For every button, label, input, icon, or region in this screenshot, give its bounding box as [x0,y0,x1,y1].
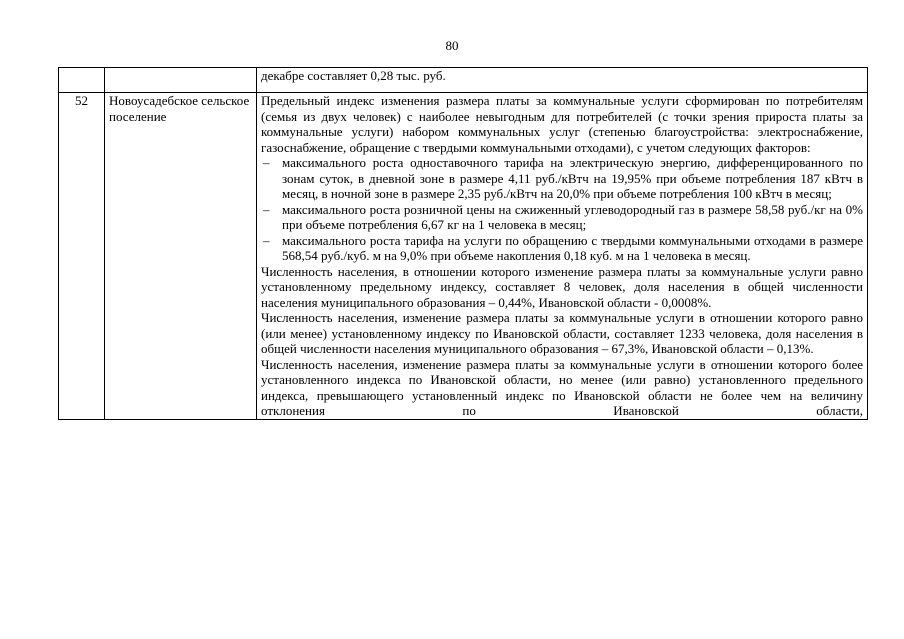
factor-item [261,155,863,202]
continuation-text: декабре составляет 0,28 тыс. руб. [257,68,868,93]
factor-list [261,155,863,264]
population-paragraph: Численность населения, изменение размера платы за коммунальные услуги в отношении которого более установленного индекса по Ивановской области, но менее (или равно) установленного предельного индекса, превышающего установленный индекс по Ивановской области не более чем на величину отклонения по Ивановской области, [261,356,863,418]
municipality-name: Новоусадебское сельское поселение [105,93,257,420]
population-paragraph: Численность населения, изменение размера платы за коммунальные услуги в отношении которого равно (или менее) установленному индексу по Ивановской области, составляет 1233 человека, доля населения в общей численности населения муниципального образования – 67,3%, Ивановской области – 0,13%. [261,310,863,356]
table-row [59,93,868,420]
page-number: 80 [445,38,459,53]
tariff-index-table [58,67,868,420]
row-number: 52 [59,93,105,420]
factor-item [261,233,863,264]
dash-bullet: – [263,155,270,170]
dash-bullet: – [263,232,270,248]
factor-text: максимального роста тарифа на услуги по обращению с твердыми коммунальными отходами в размере 568,54 руб./куб. м на 9,0% при объеме накопления 0,18 куб. м на 1 человека в месяц. [282,232,863,263]
population-paragraph: Численность населения, в отношении которого изменение размера платы за коммунальные услуги равно установленному предельному индексу, составляет 8 человек, доля населения в общей численности населения муниципального образования – 0,44%, Ивановской области - 0,0008%. [261,263,863,310]
description-cell [257,93,868,420]
factor-item [261,202,863,233]
intro-paragraph: Предельный индекс изменения размера платы за коммунальные услуги сформирован по потребителям (семья из двух человек) с наиболее невыгодным для потребителей (с точки зрения прироста платы за коммунальные услуги) набором коммунальных услуг (степенью благоустройства: электроснабжение, газоснабжение, обращение с твердыми коммунальными отходами), с учетом следующих факторов: [261,93,863,155]
row-number-cell-empty [59,68,105,93]
dash-bullet: – [263,201,270,217]
factor-text: максимального роста розничной цены на сжиженный углеводородный газ в размере 58,58 руб./кг на 0% при объеме потребления 6,67 кг на 1 человека в месяц; [282,201,863,232]
table-row-continuation [59,68,868,93]
municipality-cell-empty [105,68,257,93]
factor-text: максимального роста одноставочного тарифа на электрическую энергию, дифференцированного по зонам суток, в дневной зоне в размере 4,11 руб./кВтч на 19,95% при объеме потребления 187 кВтч в месяц, в ночной зоне в размере 2,35 руб./кВтч на 20,0% при объеме потребления 100 кВтч в месяц; [282,155,863,201]
